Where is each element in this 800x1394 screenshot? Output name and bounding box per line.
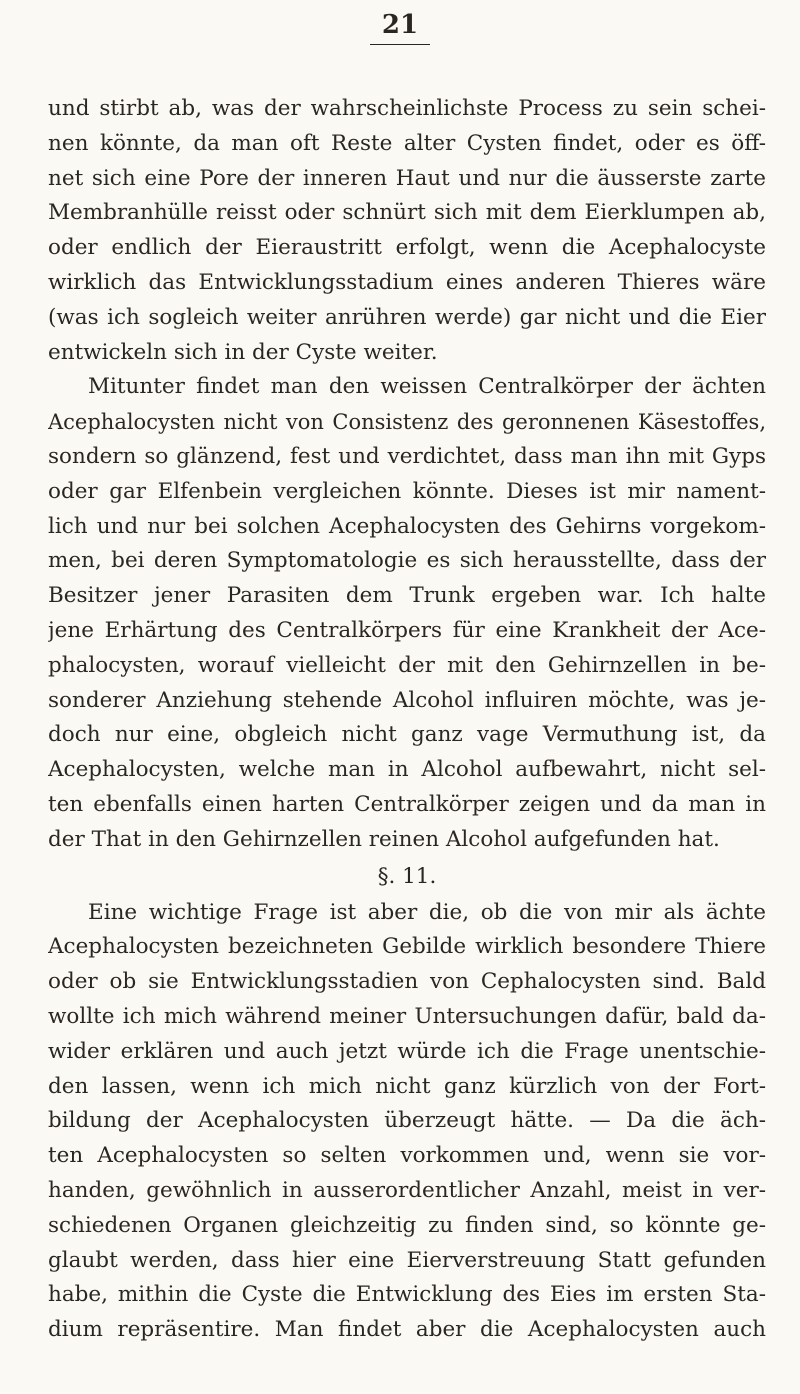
text-line: (was ich sogleich weiter anrühren werde) gar nicht und die Eier [48,304,766,330]
text-line: Mitunter findet man den weissen Centralkörper der ächten [88,374,766,400]
text-line: Besitzer jener Parasiten dem Trunk ergeben war. Ich halte [48,583,766,609]
text-line: nen könnte, da man oft Reste alter Cysten findet, oder es öff- [48,130,766,156]
text-line: oder ob sie Entwicklungsstadien von Cephalocysten sind. Bald [48,969,766,995]
paragraph-3 [48,896,766,1348]
text-line: sondern so glänzend, fest und verdichtet, dass man ihn mit Gyps [48,443,766,469]
text-line: ten Acephalocysten so selten vorkommen und, wenn sie vor- [48,1143,766,1169]
text-line: Acephalocysten bezeichneten Gebilde wirklich besondere Thiere [48,934,766,960]
text-line: wirklich das Entwicklungsstadium eines anderen Thieres wäre [48,269,766,295]
text-line: net sich eine Pore der inneren Haut und nur die äusserste zarte [48,165,766,191]
text-line: den lassen, wenn ich mich nicht ganz kürzlich von der Fort- [48,1073,766,1099]
section-heading: §. 11. [377,863,437,889]
text-line: glaubt werden, dass hier eine Eierverstreuung Statt gefunden [48,1247,766,1273]
text-line: oder gar Elfenbein vergleichen könnte. Dieses ist mir nament- [48,478,766,504]
text-line: oder endlich der Eieraustritt erfolgt, wenn die Acephalocyste [48,235,766,261]
text-line: ten ebenfalls einen harten Centralkörper zeigen und da man in [48,791,766,817]
text-line: bildung der Acephalocysten überzeugt hätte. — Da die äch- [48,1108,766,1134]
text-line: phalocysten, worauf vielleicht der mit den Gehirnzellen in be- [48,652,766,678]
text-line: der That in den Gehirnzellen reinen Alcohol aufgefunden hat. [48,826,720,852]
text-line: entwickeln sich in der Cyste weiter. [48,339,438,365]
text-line: und stirbt ab, was der wahrscheinlichste Process zu sein schei- [48,96,766,121]
page-body [48,92,766,1348]
text-line: wollte ich mich während meiner Untersuchungen dafür, bald da- [48,1003,766,1029]
paragraph-2 [48,370,766,857]
text-line: dium repräsentire. Man findet aber die Acephalocysten auch [48,1317,766,1343]
text-line: men, bei deren Symptomatologie es sich herausstellte, dass der [48,548,766,574]
text-line: sonderer Anziehung stehende Alcohol influiren möchte, was je- [48,687,766,713]
text-line: doch nur eine, obgleich nicht ganz vage Vermuthung ist, da [48,722,766,748]
text-line: habe, mithin die Cyste die Entwicklung des Eies im ersten Sta- [48,1282,766,1308]
text-line: lich und nur bei solchen Acephalocysten des Gehirns vorgekom- [48,513,766,539]
text-line: Acephalocysten nicht von Consistenz des geronnenen Käsestoffes, [48,410,766,435]
text-line: Eine wichtige Frage ist aber die, ob die von mir als ächte [88,899,766,925]
paragraph-1 [48,92,766,370]
page-number-rule [370,44,430,45]
text-line: jene Erhärtung des Centralkörpers für eine Krankheit der Ace- [48,617,766,643]
text-line: Acephalocysten, welche man in Alcohol aufbewahrt, nicht sel- [48,757,766,783]
text-line: wider erklären und auch jetzt würde ich die Frage unentschie- [48,1038,766,1064]
page-number: 21 [381,10,419,40]
text-line: schiedenen Organen gleichzeitig zu finden sind, so könnte ge- [48,1212,766,1238]
text-line: Membranhülle reisst oder schnürt sich mit dem Eierklumpen ab, [48,200,766,226]
text-line: handen, gewöhnlich in ausserordentlicher Anzahl, meist in ver- [48,1177,766,1203]
